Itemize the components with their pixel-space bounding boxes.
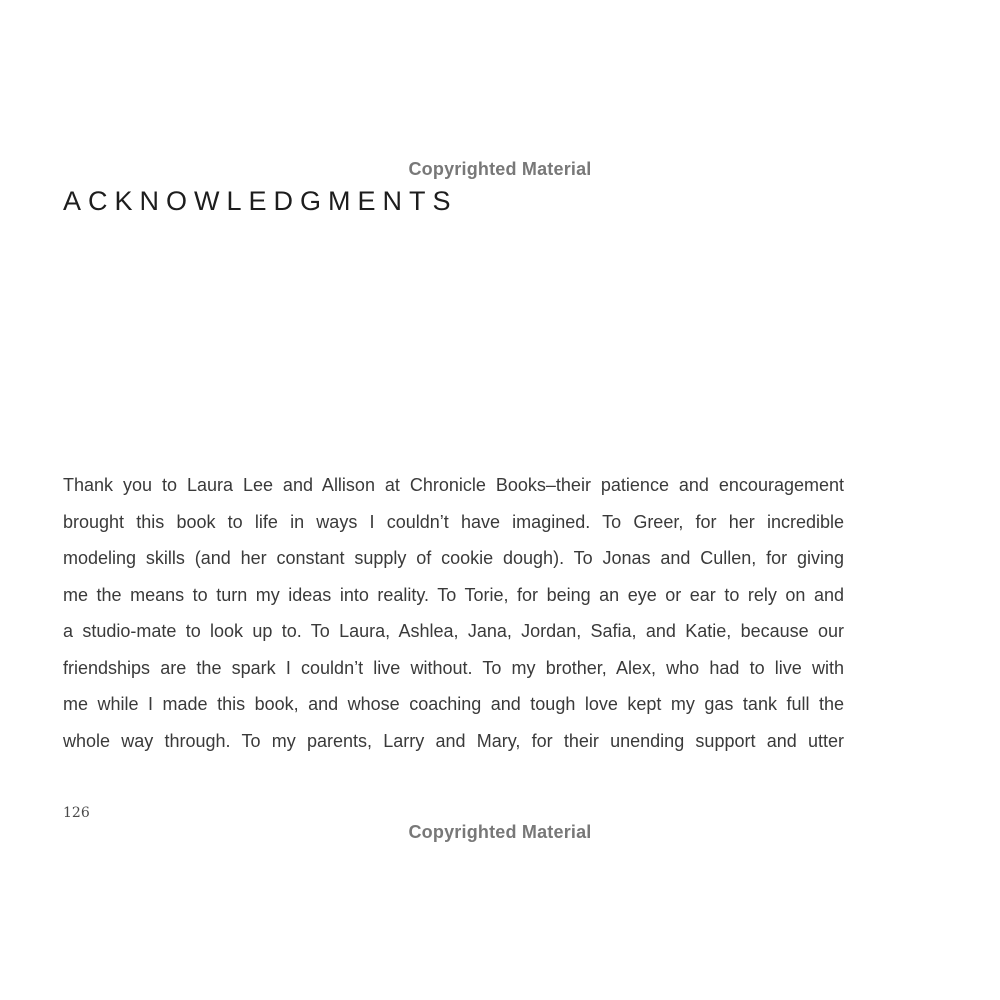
copyright-watermark-top: Copyrighted Material — [408, 159, 592, 179]
acknowledgments-paragraph — [63, 467, 844, 759]
paragraph-line: me the means to turn my ideas into reality. To Torie, for being an eye or ear to rely on and — [63, 584, 844, 605]
paragraph-line: me while I made this book, and whose coaching and tough love kept my gas tank full the — [63, 694, 844, 714]
chapter-heading: ACKNOWLEDGMENTS — [63, 186, 458, 216]
paragraph-line: modeling skills (and her constant supply of cookie dough). To Jonas and Cullen, for giving — [63, 548, 844, 568]
paragraph-line: whole way through. To my parents, Larry and Mary, for their unending support and utter — [63, 730, 844, 751]
paragraph-line: friendships are the spark I couldn’t live without. To my brother, Alex, who had to live with — [63, 657, 844, 678]
page-number: 126 — [63, 805, 90, 821]
paragraph-line: brought this book to life in ways I couldn’t have imagined. To Greer, for her incredible — [63, 511, 844, 532]
paragraph-line: Thank you to Laura Lee and Allison at Chronicle Books–their patience and encouragement — [63, 475, 844, 495]
copyright-watermark-bottom: Copyrighted Material — [408, 822, 592, 842]
paragraph-line: a studio-mate to look up to. To Laura, Ashlea, Jana, Jordan, Safia, and Katie, because our — [63, 621, 844, 641]
